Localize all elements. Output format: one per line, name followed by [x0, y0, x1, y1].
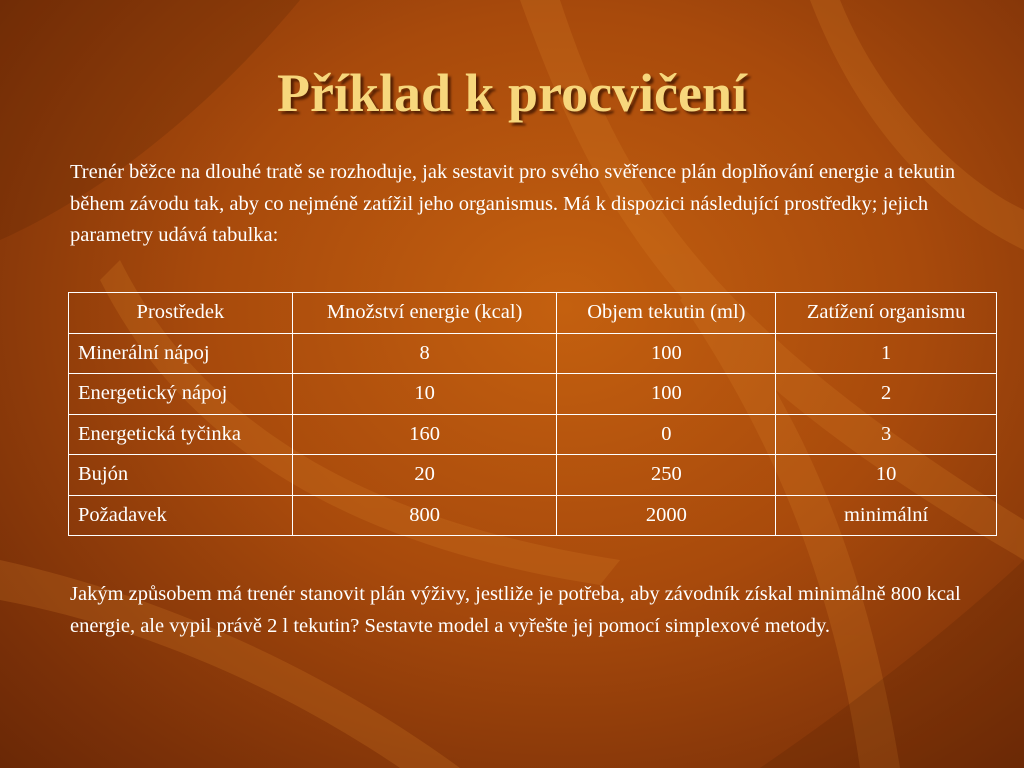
- load-value: minimální: [776, 495, 997, 536]
- load-value: 2: [776, 374, 997, 415]
- load-value: 10: [776, 455, 997, 496]
- row-name: Bujón: [69, 455, 293, 496]
- table-header-row: [69, 293, 997, 334]
- energy-value: 160: [292, 414, 557, 455]
- table-row: [69, 374, 997, 415]
- row-name: Energetický nápoj: [69, 374, 293, 415]
- fluid-value: 0: [557, 414, 776, 455]
- header-resource: Prostředek: [69, 293, 293, 334]
- row-name: Požadavek: [69, 495, 293, 536]
- header-energy: Množství energie (kcal): [292, 293, 557, 334]
- fluid-value: 100: [557, 374, 776, 415]
- load-value: 1: [776, 333, 997, 374]
- row-name: Minerální nápoj: [69, 333, 293, 374]
- energy-value: 20: [292, 455, 557, 496]
- fluid-value: 2000: [557, 495, 776, 536]
- slide-title: Příklad k procvičení: [276, 63, 748, 123]
- load-value: 3: [776, 414, 997, 455]
- energy-value: 800: [292, 495, 557, 536]
- header-fluid-volume: Objem tekutin (ml): [557, 293, 776, 334]
- question-paragraph: Jakým způsobem má trenér stanovit plán výživy, jestliže je potřeba, aby závodník získal minimálně 800 kcal energie, ale vypil právě 2 l tekutin? Sestavte model a vyřešte jej pomocí simplexové metody.: [70, 583, 961, 637]
- fluid-value: 100: [557, 333, 776, 374]
- parameters-table: [68, 292, 997, 536]
- table-row: [69, 414, 997, 455]
- table-row: [69, 333, 997, 374]
- row-name: Energetická tyčinka: [69, 414, 293, 455]
- energy-value: 8: [292, 333, 557, 374]
- table-row-requirement: [69, 495, 997, 536]
- intro-paragraph: Trenér běžce na dlouhé tratě se rozhoduje, jak sestavit pro svého svěřence plán doplňování energie a tekutin během závodu tak, aby co nejméně zatížil jeho organismus. Má k dispozici následující prostředky; jejich parametry udává tabulka:: [70, 161, 956, 246]
- header-body-load: Zatížení organismu: [776, 293, 997, 334]
- fluid-value: 250: [557, 455, 776, 496]
- table-row: [69, 455, 997, 496]
- energy-value: 10: [292, 374, 557, 415]
